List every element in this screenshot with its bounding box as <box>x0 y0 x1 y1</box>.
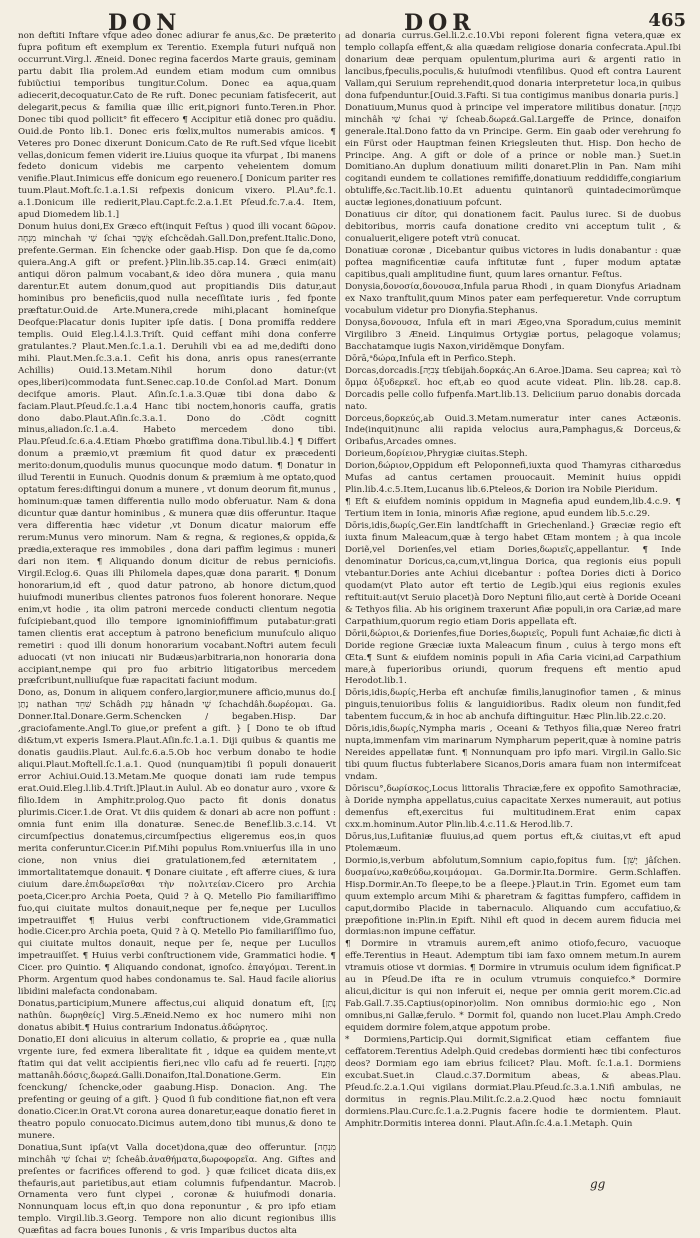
right-running-head: DOR <box>404 10 476 36</box>
entry-donaria-cont: ad donaria currus.Gel.li.2.c.10.Vbi reponi folerent figna vetera,quæ ex templo collapſa effent,& alia quædam religiose donaria confecrata.Apul.Ibi donarium deæ perquam opulentum,plurima auri & argenti ratio in lancibus,fpeculis,poculis,& huiuſmodi vtenfilibus. Quod eft contra Laurent Vallam,qui Seruium reprehendit,quod donaria interpretetur loca,in quibus dona fufpenduntur.[Ouid.3.Fafti. Si tua contigimus manibus donaria puris.] <box>345 31 681 101</box>
entry-dorii: Dōrii,δώριοι,& Dorienfes,fiue Dories,δωριεῖς, Populi funt Achaiæ,fic dicti à Doride regione Græciæ iuxta Maleacum finum , cuius à tergo mons eft Œta.¶ Sunt & eiufdem nominis populi in Afia Caria vicini,ad Carpathium mare,à fuperioribus oriundi, quorum frequens eft mentio apud Herodot.lib.1. <box>345 628 681 687</box>
entry-dora: Dōrā,ᵃδώρα,Infula eft in Perfico.Steph. <box>345 353 516 364</box>
signature-mark: gg <box>590 1177 606 1191</box>
entry-doris-herb: Dōris,idis,δωρίς,Herba eft anchuſæ fimilis,lanuginofior tamen , & minus pinguis,tenuioribus foliis & languidioribus. Radix oleum non fundit,fed tabentem fuccum,& in hoc ab anchufa diftinguitur. Hæc Plin.lib.22.c.20. <box>345 688 681 723</box>
left-column <box>18 31 336 1237</box>
entry-dorion: Dorion,δώριον,Oppidum eft Peloponnefi,iuxta quod Thamyras citharœdus Mufas ad cantus certamen prouocauit. Meminit huius oppidi Plin.lib.4.c.5.Item,Lucanus lib.6.Pteleos,& Dorion ira Nobile Pieridum. <box>345 461 681 496</box>
left-running-head: DON <box>108 10 182 36</box>
entry-donysia: Donysia,δονοσία,δονουσα,Infula parua Rhodi , in quam Dionyfus Ariadnam ex Naxo tranftulit,quum Minos pater eam perfequeretur. Vnde corruptum vocabulum videtur pro Dionyfia.Stephanus. <box>345 282 681 316</box>
entry-dorion-sub: ¶ Eft & eiufdem nominis oppidum in Magnefia apud eundem,lib.4.c.9. ¶ Tertium item in Ionia, minoris Afiæ regione, apud eundem lib.5.c.29. <box>345 497 681 520</box>
entry-dormio: Dormio,is,verbum abfolutum,Somnium capio,fopitus fum. [‏יָשֵׁן‏ jâſchen. δυσμαίνω,καθεύδω,κοιμάομαι. Ga.Dormir.Ita.Dormire. Germ.Schlaffen. Hisp.Dormir.An.To ſleepe,to be a ſleepe.}Plaut.in Trin. Egomet eum tam quum extemplo arcum Mihi & pharetram & fagittas fumpfero, caffidem in caput,dormibo Placide in tabernaculo. Aliquando cum accufatiuo,& præpofitione in:Plin.in Epift. Nihil eft quod in decem aurem fiducia mei dormias:non impune ceffatur. <box>345 855 681 938</box>
entry-donatio: Donatio,EI doni alicuius in alterum collatio, & proprie ea , quæ nulla vrgente iure, fed exmera liberalitate fit , idque ea quidem mente,vt ftatim qui dat velit accipientis fieri,nec vllo cafu ad fe reuerti. [‏מַתָּנָה‏ mattanâh.δόσις,δωρεά.Galli.Donaifon,Ital.Donatione.Germ. Ein fcenckung/ ſchencke,oder gaabung.Hisp. Donacion. Ang. The prefenting or geuing of a gift. } Quod ſi fub conditione fiat,non eft vera donatio.Cicer.in Orat.Vt corona aurea donaretur,eaque donatio fieret in theatro populo conuocato.Dicimus autem,dono tibi munus,& dono te munere. <box>18 1035 336 1141</box>
entry-doriscus: Dōriscu°,δωρίσκος,Locus littoralis Thraciæ,fere ex oppofito Samothraciæ, à Doride nympha appellatus,cuius capacitate Xerxes numerauit, aut potius demenfus eft,exercitus fui multitudinem.Erat enim capax cxx.m.hominum.Autor Plin.lib.4.c.11.& Herod.lib.7. <box>345 784 681 830</box>
entry-doris-region: Dōris,idis,δωρίς,Ger.Ein landtſchafft in Griechenland.} Græciæ regio eft iuxta finum Maleacum,quæ à tergo habet Œtam montem ; à qua incole Doriẽ,vel Dorienſes,vel etiam Dories,δωριεῖς,appellantur. ¶ Inde denominatur Doricus,ca,cum,vt,lingua Dorica, qua regionis eius populi vtebantur.Dories ante Achiui dicebantur : poſtea Dories dicti à Dorico quodam(vt Plato autor eft tertio de Legib.)qui eius regionis exules reftituit:aut(vt Seruio placet)à Doro Neptuni filio,aut certè à Doride Oceani & Tethyos filia. Ab his originem traxerunt Afiæ populi,in ora Cariæ,ad mare Carpathium,quorum regio etiam Doris appellata eft. <box>345 521 682 627</box>
entry-donec-cont: non deftiti Inftare vfque adeo donec adiurar fe anus,&c. De præterito fupra pofitum eft exemplum ex Terentio. Exempla futuri nufquã non occurrunt.Virg.l. Æneid. Donec regina facerdos Marte grauis, geminam partu dabit Ilia prolem.Ad eundem etiam modum cum omnibus fubiũctiui temporibus tungitur.Colum. Donec ea aqua,quam adiecerit,decoquatur.Cato de Re ruft. Donec pecuniam fatisfecerit, aut delegarit,pecus & familia quæ illic erit,pignori funto.Teren.in Phor. Donec tibi quod pollicit° fit effecero ¶ Accipitur etiã donec pro quãdiu. Ouid.de Ponto lib.1. Donec eris fœlix,multos numerabis amicos. ¶ Veteres pro Donec dixerunt Donicum.Cato de Re ruft.Sed vfque licebit vellas,donicum femen viderit ire.Liuius quoque ita vfurpat , Ibi manens fedeto donicum videbis me carpento veheientem domum venifie.Plaut.Inimicus effe donicum ego reuenero.[ Donicum pariter res tuum.Plaut.Moft.ſc.1.a.1.Si refpexis donicum vixero. Pl.Au°.fc.1. a.1.Donicum ille redierit,Plau.Capt.fc.2.a.1.Et Pſeud.fc.7.a.4. Item, apud Diomedem lib.1.] <box>18 31 336 221</box>
page-number: 465 <box>648 10 686 31</box>
entry-dorieum: Dorieum,δορίειον,Phrygiæ ciuitas.Steph. <box>345 449 528 460</box>
entry-donatiuae-coronae: Donatiuæ coronæ , Dicebantur quibus victores in ludis donabantur : quæ poftea magnificentiæ caufa inftitutæ funt , fuper modum aptatæ capitibus,quali amplitudine fiunt, quum lares ornantur. Feſtus. <box>345 246 681 281</box>
entry-dorcas: Dorcas,dorcadis.[‏צְבִיָּה‏ tſebijah.δορκάς.An 6.Aroe.]Dama. Seu caprea; καὶ τὸ ὄμμα ὀξυδερκεῖ. hoc eft,ab eo quod acute videat. Plin. lib.28. cap.8. Dorcadis pelle collo fufpenfa.Mart.lib.13. Deliciium paruo donabis dorcada nato. <box>345 365 681 412</box>
entry-dormiens: * Dormiens,Particip.Qui dormit,Significat etiam ceffantem fiue ceffatorem.Terentius Adelph.Quid credebas dormienti hæc tibi confecturos deos? Dormiam ego iam ebrius fcilicet? Plau. Moft. ſc.1.a.1. Dormiens excubat.Suet.in Claud.c.37.Dormitum abeas, & abeas.Plau. Pſeud.ſc.2.a.1.Qui vigilans dormiat.Plau.Pſeud.ſc.3.a.1.Nifi ambulas, ne dormitus in regnis.Plau.Milit.ſc.2.a.2.Quod hæc noctu fomniauit dormiens.Plau.Curc.ſc.1.a.2.Pugnis facere hodie te dormientem. Plaut. Amphitr.Dormitis interea donni. Plaut.Aſin.ſc.4.a.1.Metaph. Quin <box>345 1035 681 1129</box>
entry-donatiua: Donatiua,Sunt ipſa(vt Valla docet)dona,quæ deo offeruntur. [‏מִנְחָה‏ minchâh ‏שַׁי‏ ſchai ‏יָשׁ‏ ſcheâb.ἀναθήματα,δωροφορεῖα. Ang. Giftes and preſentes or facrifices offerend to god. } quæ fcilicet dicata diis,ex thefauris,aut parietibus,aut etiam columnis fufpendantur. Macrob. Ornamenta vero funt clypei , coronæ & huiufmodi donaria. Nonnunquam locus eft,in quo dona reponuntur , & pro ipfo etiam templo. Virgil.lib.3.Georg. Tempore non alio dicunt regionibus illis Quæfitas ad facra boues Iunonis , & vris Imparibus ductos alta <box>18 1142 336 1237</box>
entry-donatiuum: Donatiuum,Munus quod à principe vel imperatore militibus donatur. [‏מִנְחָה‏ minchâh ‏שַׁי‏ ſchai ‏שָׁי‏ ſcheab.δωρεά.Gal.Largeffe de Prince, donaifon generale.Ital.Dono fatto da vn Principe. Germ. Ein gaab oder verehrung fo ein Fürst oder Hauptman feinen Kriegsleuten thut. Hisp. Don hecho de Principe. Ang. A gift or dole of a prince or noble man.} Suet.in Domitiano.An duplum donatiuum militi donaret.Plin in Pan. Nam mihi cogitandi eundem te collationes remififfe,donatiuum reddidiffe,congiarium obtuliffe,&c.Tacit.lib.10.Et aduentu quintanorũ quintadecimorũmque auctæ legiones,donatiuum pofcunt. <box>345 102 681 209</box>
entry-dorius: Dōrus,ius,Lufitaniæ fluuius,ad quem portus eft,& ciuitas,vt eft apud Ptolemæum. <box>345 831 681 854</box>
entry-donatus: Donatus,participium,Munere affectus,cui aliquid donatum eft, [‏נָתַן‏ nathûn. δωρηθείς] Virg.5.Æneid.Nemo ex hoc numero mihi non donatus abibit.¶ Huius contrarium Indonatus.ἀδώρητος. <box>18 999 336 1034</box>
entry-dono: Dono, as, Donum in aliquem confero,largior,munere afficio,munus do.[ ‏נָתַן‏ nathan ‏שִׁחֵד‏ Schâdh ‏עָנַק‏ hânadn ‏שָׁי‏ ſchachdâh.δωρέομαι. Ga. Donner.Ital.Donare.Germ.Schencken / begaben.Hisp. Dar ,graciofamente.Angl.To giue,or prefent a gift. } [ Dono te ob iftud di&tum,vt experis Ismera.Plaut.Aſin.fc.1.a.1. Diji quibus & quantis me donatis gaudiis.Plaut. Aul.fc.6.a.5.Ob hoc verbum donabo te hodie aliqui.Plaut.Moftell.ſc.1.a.1. Quod (nunquam)tibi ſi populi donauerit error Achiui.Ouid.13.Metam.Me quoque donati iam rude tempus erat.Ouid.Eleg.l.lib.4.Triſt.]Plaut.in Aulul. Ab eo donatur auro , vxore & filio.Idem in Amphitr.prolog.Quo pacto fit donis donatus plurimis.Cicer.1.de Orat. Vt diis quidem & donari ab acre non poffunt : omnia funt enim illa donaturæ. Senec.de Benef.lib.3.c.14. Vt circumſpectius donatemus,circumſpectius eligeremus eos,in quos merita conferuntur.Cicer.in Pif.Mihi populus Rom.vniuerſus illa in uno cione, non vnius diei gratulationem,fed æternitatem , immortalitatemque donauit. ¶ Donare ciuitate , eft afferre ciues, & iura ciuium dare.ἐπιδωρεῖσθαι τὴν πολιτείαν.Cicero pro Archia poeta,Cicer.pro Archia Poeta, Quid ? à Q. Metello Pio familiariffimo fuo,qui ciuitate multos donauit,neque per fe,neque per Lucullos impetrauiffet ¶ Huius verbi conftructionem vide,Grammatici hodie.Cicer.pro Archia poeta, Quid ? à Q. Metello Pio familiariſſimo ſuo, qui ciuitate multos donauit, neque per ſe, neque per Lucullos impetrauiſſet. ¶ Huius verbi conſtructionem vide, Grammatici hodie. ¶ Cicer. pro Quintio. ¶ Aliquando condonat, ignoſco. ἐπαγόμαι. Terent.in Phorm. Argentum quod habes condonamus te. Sal. Haud facile aliorius libidini malefacta condonabam. <box>18 688 336 998</box>
entry-donum: Donum huius doni,Ex Græco eft(inquit Feſtus ) quod illi vocant δῶρον. ‏מִנְחָה‏ minchah ‏שַׁי‏ ſchai ‏אֶשְׁכָּר‏ eſchcẽdah.Gall.Don,prefent.Italic.Dono, prefente.German. Ein ſchencke oder gaab.Hisp. Don que ſe da,como quiera.Ang.A gift or prefent.}Plin.lib.35.cap.14. Græci enim(ait) antiqui döron palmum vocabant,& ideo dõra munera , quia manu darentur.Et autem donum,quod aut propitiandis Diis datur,aut hominibus pro beneficiis,quod nulla neceſſitate iuris , fed fponte præftatur.Ouid.de Arte.Munera,crede mihi,placant homineſque Deofque:Placatur donis Iupiter ipſe datis. [ Dona promiffa reddere templis. Ouid Eleg.l.4.l.3.Triſt. Quid ceffant mihi dona conferre gratulantes.? Plaut.Men.ſc.1.a.1. Deruhili vbi ea ad me,dedifti dono mihi. Plaut.Men.ſc.3.a.1. Cefit his dona, anris opus ranes(errante Achillis) Ouid.13.Metam.Nihil horum dono datur:(vt opes,liberi)commodata funt.Senec.cap.10.de Conſol.ad Mart. Donum decifque amoris. Plaut. Aſin.ſc.1.a.3.Quæ tibi dona dabo & faciam.Plaut.Pſeud.ſc.1.a.4 Hanc tibi noctem,honoris cauffa, gratis dono dabo.Plaut.Aſin.ſc.3.a.1. Dono do .Cõdt cognitt minus,aliadon.ſc.1.a.4. Habeto mercedem dono tibi. Plau.Pſeud.ſc.6.a.4.Etiam Phœbo gratiffima dona.Tibul.lib.4.] ¶ Differt donum a præmio,vt præmium fit quod datur ex præcedenti merito:donum,quodulis munus quocunque modo datum. ¶ Donatur in illud Terentii in Eunuch. Quodnis donum & præmium à me optato,quod optatum feres:diftingui donum a munere , vt donum deorum fit,munus , hominum:quæ tamen differentia nullo modo obferuatur. Nam & dona dicuntur quæ dantur hominibus , & munera quæ diis offeruntur. Itaque vera differentia hæc videtur ,vt Donum dicatur maiorum effe rerum:Munus vero minorum. Nam & regna, & regiones,& oppida,& prædia,exteraque res immobiles , dona dari paffim legimus : muneri dari non item. ¶ Aliquando donum dicitur de rebus perniciofis. Virgil.Eclog.6. Quas illi Philomela dapes,quæ dona pararit. ¶ Donum honorarium,id eft , quod datur patrono, ab honore dictum,quod huiufmodi muneribus clientes patronos fuos folerent honorare. Neque enim,vt hodie , ita olim patroni mercede conducti clientum negotia fuſcipiebant,quod illo tempore ignominiofiffimum putabatur:grati tamen clientis erat acceptum à patrono beneficium munuſculo aliquo remetiri : quod illi donum honorarium vocabant.Noftri autem feculi aduocati (vt non iniucati nir Budæus)arbitraria,non honoraria dona accipiant,nempe qui pro fuo arbitrio litigatoribus mercedem præfcribunt,nulliuſque fuæ rapacitati faciunt modum. <box>18 222 336 687</box>
entry-dormire-aurem: ¶ Dormire in vtramuis aurem,eft animo otiofo,fecuro, vacuoque effe.Terentius in Heaut. Ademptum tibi iam faxo omnem metum.In aurem vtramuis otiose vt dormias. ¶ Dormire in vtrumuis oculum idem fignificat.P au in Pſeud.De ifta re in oculum vtrumuis conquiefco.* Dormire alicui,dicitur is qui non inferuit ei, neque per omnia gerit morem.Cic.ad Fab.Gall.7.35.Captius(opinor)olim. Non omnibus dormio:hic ego , Non omnibus,ni Gallæ,ferulo. * Dormit fol, quando non lucet.Plau Amph.Credo equidem dormire folem,atque appotum probe. <box>345 939 681 1034</box>
entry-donatiuus: Donatiuus cir dítor, qui donationem facit. Paulus iurec. Si de duobus debitoribus, morris caufa donatione credito vni acceptum tulit , & conualuerit,eligere poteft vtrũ conucat. <box>345 210 681 245</box>
entry-doris-nymph: Dōris,idis,δωρίς,Nympha maris , Oceani & Tethyos filia,quæ Nereo fratri nupta,immenfam vim marinarum Nympharum peperit,quæ à nomine patris Nereides appellatæ funt. ¶ Nonnunquam pro ipfo mari. Virgil.in Gallo.Sic tibi quum fluctus fubterlabere Sicanos,Doris amara fuam non intermifceat vndam. <box>345 724 681 783</box>
entry-donysa: Donysa,δονουσα, Infula eft in mari Ægeo,vna Sporadum,cuius meminit Virgilibro 3 Æneid. Linquimus Ortygiæ portus, pelagoque volamus; Bacchatamque iugis Naxon,viridẽmque Donyfam. <box>345 317 681 352</box>
entry-dorceus: Dorceus,δορκεύς,ab Ouid.3.Metam.numeratur inter canes Actæonis. Inde(inquit)nunc alii rapida velocius aura,Pamphagus,& Dorceus,& Oribafus,Arcades omnes. <box>345 413 681 448</box>
right-column <box>345 31 681 1171</box>
column-divider <box>339 34 340 1187</box>
